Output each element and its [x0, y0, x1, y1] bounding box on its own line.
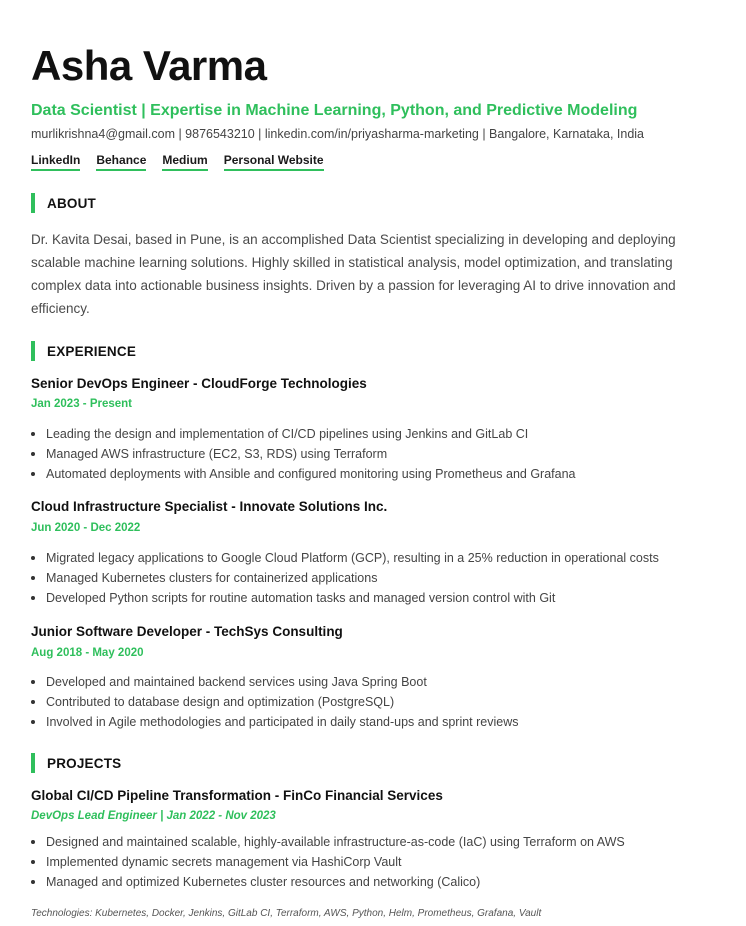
job-title: Junior Software Developer - TechSys Consulting — [31, 624, 343, 639]
section-header-projects — [31, 753, 121, 773]
bullet-item: Managed Kubernetes clusters for containerized applications — [31, 568, 659, 588]
bullet-item: Implemented dynamic secrets management via HashiCorp Vault — [31, 852, 625, 872]
bullet-item: Automated deployments with Ansible and configured monitoring using Prometheus and Grafana — [31, 464, 576, 484]
bullet-item: Involved in Agile methodologies and participated in daily stand-ups and sprint reviews — [31, 712, 519, 732]
bullet-item: Designed and maintained scalable, highly-available infrastructure-as-code (IaC) using Terraform on AWS — [31, 832, 625, 852]
job-title: Cloud Infrastructure Specialist - Innovate Solutions Inc. — [31, 499, 388, 514]
bullet-item: Developed and maintained backend services using Java Spring Boot — [31, 672, 519, 692]
bullet-item: Managed and optimized Kubernetes cluster resources and networking (Calico) — [31, 872, 625, 892]
job-title: Senior DevOps Engineer - CloudForge Technologies — [31, 376, 367, 391]
link-linkedin[interactable]: LinkedIn — [31, 153, 80, 171]
link-medium[interactable]: Medium — [162, 153, 207, 171]
section-title-about: ABOUT — [47, 195, 96, 211]
section-title-experience: EXPERIENCE — [47, 343, 137, 359]
section-header-experience — [31, 341, 136, 361]
bullet-item: Developed Python scripts for routine automation tasks and managed version control with Git — [31, 588, 659, 608]
headline: Data Scientist | Expertise in Machine Learning, Python, and Predictive Modeling — [31, 102, 638, 119]
job-bullets — [31, 548, 659, 608]
link-behance[interactable]: Behance — [96, 153, 146, 171]
section-accent-bar — [31, 341, 35, 361]
section-title-projects: PROJECTS — [47, 755, 122, 771]
contact-info: murlikrishna4@gmail.com | 9876543210 | linkedin.com/in/priyasharma-marketing | Bangalore, Karnataka, India — [31, 127, 645, 141]
bullet-item: Contributed to database design and optimization (PostgreSQL) — [31, 692, 519, 712]
job-dates: Jan 2023 - Present — [31, 398, 133, 410]
project-technologies: Technologies: Kubernetes, Docker, Jenkins, GitLab CI, Terraform, AWS, Python, Helm, Prometheus, Grafana, Vault — [31, 908, 542, 919]
candidate-name: Asha Varma — [31, 42, 267, 89]
job-dates: Aug 2018 - May 2020 — [31, 647, 144, 659]
bullet-item: Leading the design and implementation of CI/CD pipelines using Jenkins and GitLab CI — [31, 424, 576, 444]
bullet-item: Managed AWS infrastructure (EC2, S3, RDS) using Terraform — [31, 444, 576, 464]
profile-links — [31, 153, 324, 171]
about-text: Dr. Kavita Desai, based in Pune, is an accomplished Data Scientist specializing in developing and deploying scalable machine learning solutions. Highly skilled in statistical analysis, model optimization, and translating complex data into actionable business insights. Driven by a passion for leveraging AI to drive innovation and efficiency. — [31, 232, 676, 316]
section-header-about — [31, 193, 96, 213]
job-bullets — [31, 672, 519, 732]
job-bullets — [31, 424, 576, 484]
section-accent-bar — [31, 753, 35, 773]
link-personal-website[interactable]: Personal Website — [224, 153, 324, 171]
project-title: Global CI/CD Pipeline Transformation - FinCo Financial Services — [31, 788, 443, 803]
job-dates: Jun 2020 - Dec 2022 — [31, 522, 141, 534]
bullet-item: Migrated legacy applications to Google Cloud Platform (GCP), resulting in a 25% reduction in operational costs — [31, 548, 659, 568]
section-accent-bar — [31, 193, 35, 213]
project-bullets — [31, 832, 625, 892]
project-role: DevOps Lead Engineer | Jan 2022 - Nov 2023 — [31, 810, 276, 822]
